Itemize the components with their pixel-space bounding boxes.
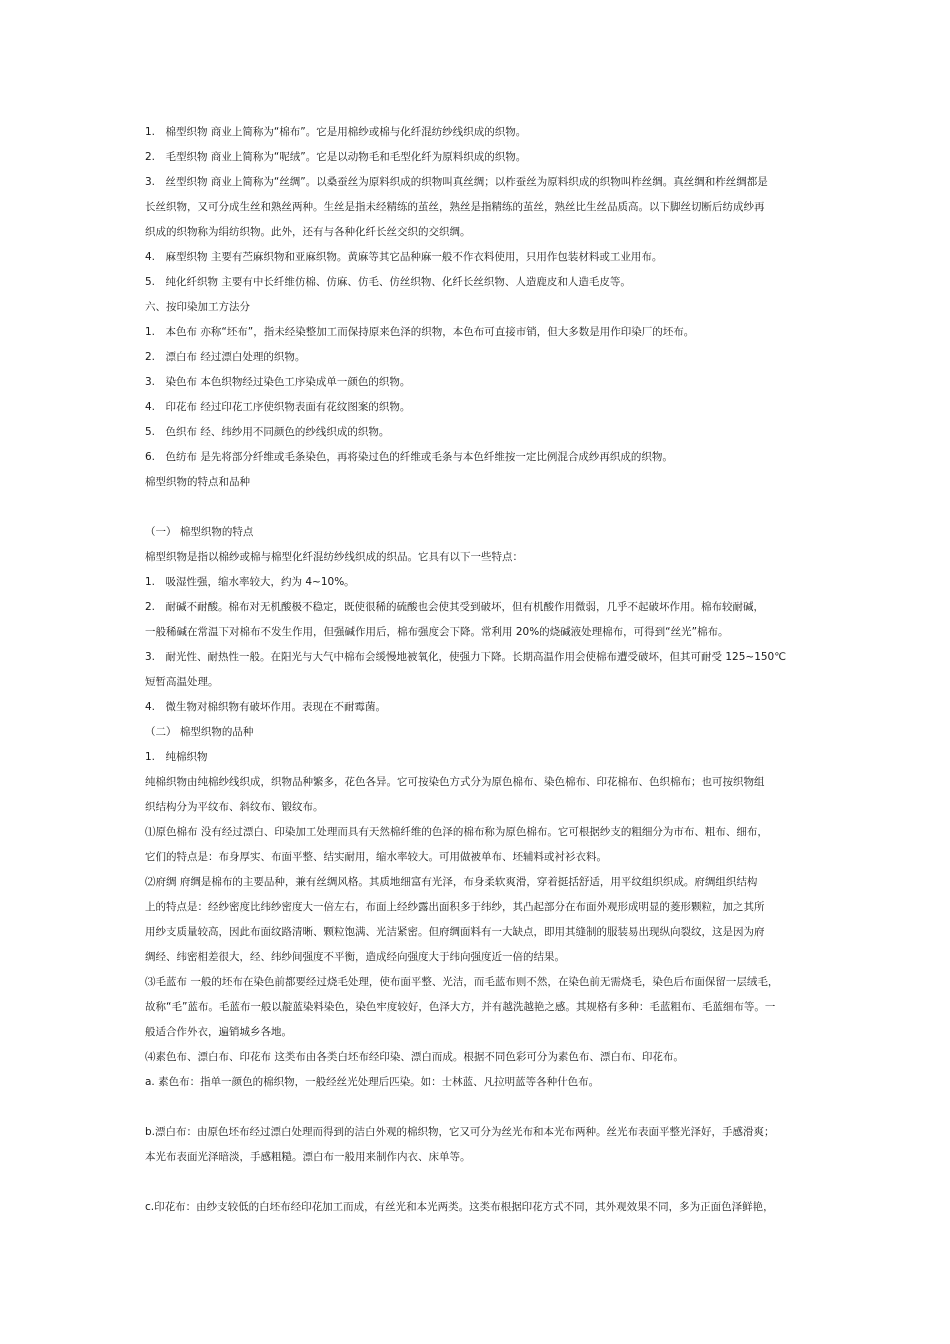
text-line: 本光布表面光泽暗淡，手感粗糙。漂白布一般用来制作内衣、床单等。 — [145, 1151, 471, 1163]
text-line: 2. 耐碱不耐酸。棉布对无机酸极不稳定，既使很稀的硫酸也会使其受到破坏，但有机酸作用微弱，几乎不起破坏作用。棉布较耐碱， — [145, 601, 765, 613]
text-line: 绸经、纬密相差很大，经、纬纱间强度不平衡，造成经向强度大于纬向强度近一倍的结果。 — [145, 951, 565, 963]
text-line: 短暂高温处理。 — [145, 676, 219, 688]
text-line: ⑶毛蓝布 一般的坯布在染色前都要经过烧毛处理，使布面平整、光洁，而毛蓝布则不然，在染色前无需烧毛，染色后布面保留一层绒毛， — [145, 976, 779, 988]
text-line: 般适合作外衣，遍销城乡各地。 — [145, 1026, 292, 1038]
text-line: 故称“毛”蓝布。毛蓝布一般以靛蓝染料染色，染色牢度较好，色泽大方，并有越洗越艳之感。其规格有多种：毛蓝粗布、毛蓝细布等。一 — [145, 1001, 776, 1013]
text-line: 1. 本色布 亦称“坯布”，指未经染整加工而保持原来色泽的织物，本色布可直接市销，但大多数是用作印染厂的坯布。 — [145, 326, 695, 338]
text-line: b.漂白布：由原色坯布经过漂白处理而得到的洁白外观的棉织物，它又可分为丝光布和本光布两种。丝光布表面平整光泽好，手感滑爽； — [145, 1126, 775, 1138]
text-line: 4. 微生物对棉织物有破坏作用。表现在不耐霉菌。 — [145, 701, 387, 713]
text-line: ⑴原色棉布 没有经过漂白、印染加工处理而具有天然棉纤维的色泽的棉布称为原色棉布。它可根据纱支的粗细分为市布、粗布、细布， — [145, 826, 768, 838]
text-line: 5. 色织布 经、纬纱用不同颜色的纱线织成的织物。 — [145, 426, 390, 438]
text-line: 织结构分为平纹布、斜纹布、锻纹布。 — [145, 801, 324, 813]
section-heading: （二） 棉型织物的品种 — [145, 726, 254, 738]
text-line: 3. 丝型织物 商业上简称为“丝绸”。以桑蚕丝为原料织成的织物叫真丝绸；以柞蚕丝为原料织成的织物叫柞丝绸。真丝绸和柞丝绸都是 — [145, 176, 768, 188]
text-line: 用纱支质量较高，因此布面纹路清晰、颗粒饱满、光洁紧密。但府绸面料有一大缺点，即用其缝制的服装易出现纵向裂纹，这是因为府 — [145, 926, 765, 938]
text-line: 长丝织物，又可分成生丝和熟丝两种。生丝是指未经精练的茧丝，熟丝是指精练的茧丝，熟丝比生丝品质高。以下脚丝切断后纺成纱再 — [145, 201, 765, 213]
text-line: 一般稀碱在常温下对棉布不发生作用，但强碱作用后，棉布强度会下降。常利用 20%的烧碱液处理棉布，可得到“丝光”棉布。 — [145, 626, 729, 638]
text-line: 1. 纯棉织物 — [145, 751, 208, 763]
section-heading: 棉型织物的特点和品种 — [145, 476, 250, 488]
section-heading: （一） 棉型织物的特点 — [145, 526, 254, 538]
text-line: 4. 麻型织物 主要有苎麻织物和亚麻织物。黄麻等其它品种麻一般不作衣料使用，只用作包装材料或工业用布。 — [145, 251, 663, 263]
text-line: 1. 棉型织物 商业上简称为“棉布”。它是用棉纱或棉与化纤混纺纱线织成的织物。 — [145, 126, 527, 138]
text-line: 3. 耐光性、耐热性一般。在阳光与大气中棉布会缓慢地被氧化，使强力下降。长期高温作用会使棉布遭受破坏，但其可耐受 125~150℃ — [145, 651, 787, 663]
text-line: a. 素色布：指单一颜色的棉织物，一般经丝光处理后匹染。如：士林蓝、凡拉明蓝等各种什色布。 — [145, 1076, 600, 1088]
text-line: 上的特点是：经纱密度比纬纱密度大一倍左右，布面上经纱露出面积多于纬纱，其凸起部分在布面外观形成明显的菱形颗粒，加之其所 — [145, 901, 765, 913]
text-line: 6. 色纺布 是先将部分纤维或毛条染色，再将染过色的纤维或毛条与本色纤维按一定比例混合成纱再织成的织物。 — [145, 451, 673, 463]
text-line: 5. 纯化纤织物 主要有中长纤维仿棉、仿麻、仿毛、仿丝织物、化纤长丝织物、人造鹿皮和人造毛皮等。 — [145, 276, 631, 288]
text-line: 纯棉织物由纯棉纱线织成，织物品种繁多，花色各异。它可按染色方式分为原色棉布、染色棉布、印花棉布、色织棉布；也可按织物组 — [145, 776, 765, 788]
text-line: 棉型织物是指以棉纱或棉与棉型化纤混纺纱线织成的织品。它具有以下一些特点： — [145, 551, 523, 563]
text-line: ⑷素色布、漂白布、印花布 这类布由各类白坯布经印染、漂白而成。根据不同色彩可分为素色布、漂白布、印花布。 — [145, 1051, 684, 1063]
text-line: 3. 染色布 本色织物经过染色工序染成单一颜色的织物。 — [145, 376, 411, 388]
text-line: c.印花布：由纱支较低的白坯布经印花加工而成，有丝光和本光两类。这类布根据印花方式不同，其外观效果不同，多为正面色泽鲜艳， — [145, 1201, 774, 1213]
text-line: 2. 漂白布 经过漂白处理的织物。 — [145, 351, 306, 363]
text-line: ⑵府绸 府绸是棉布的主要品种，兼有丝绸风格。其质地细富有光泽，布身柔软爽滑，穿着挺括舒适，用平纹组织织成。府绸组织结构 — [145, 876, 758, 888]
section-heading: 六、按印染加工方法分 — [145, 301, 250, 313]
text-line: 它们的特点是：布身厚实、布面平整、结实耐用，缩水率较大。可用做被单布、坯辅料或衬衫衣料。 — [145, 851, 607, 863]
text-line: 织成的织物称为绢纺织物。此外，还有与各种化纤长丝交织的交织绸。 — [145, 226, 471, 238]
text-line: 1. 吸湿性强，缩水率较大，约为 4~10%。 — [145, 576, 355, 588]
text-line: 4. 印花布 经过印花工序使织物表面有花纹图案的织物。 — [145, 401, 411, 413]
text-line: 2. 毛型织物 商业上简称为“呢绒”。它是以动物毛和毛型化纤为原料织成的织物。 — [145, 151, 527, 163]
